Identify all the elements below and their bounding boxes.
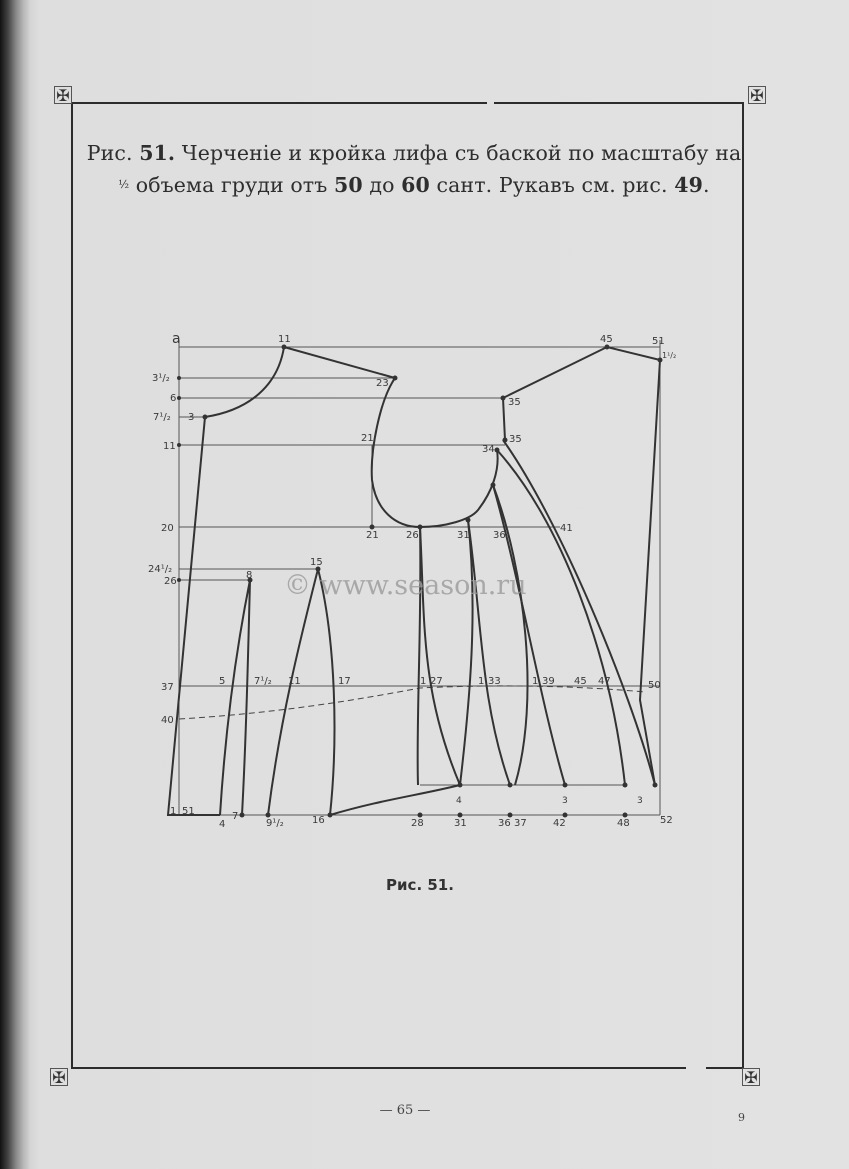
label-27: 27: [430, 676, 443, 687]
size-from: 50: [334, 173, 363, 197]
dimension-3a: 3: [562, 796, 568, 806]
label-11-c: 11: [288, 676, 301, 687]
label-a: a: [172, 331, 181, 347]
fig-number: 51.: [139, 141, 176, 165]
label-6: 6: [170, 393, 177, 404]
label-28: 28: [411, 818, 424, 829]
label-36b: 36: [498, 818, 511, 829]
label-52: 52: [660, 815, 673, 826]
half-fraction: ½: [118, 178, 130, 191]
label-37: 37: [161, 682, 174, 693]
ref-end: .: [702, 173, 710, 197]
label-4: 4: [219, 819, 226, 830]
label-45b: 45: [574, 676, 587, 687]
label-1b: 1: [478, 676, 485, 687]
label-24-half: 24¹/₂: [148, 564, 173, 575]
corner-ornament-top-left: ✠: [54, 86, 72, 104]
label-36: 36: [493, 530, 506, 541]
label-26b: 26: [164, 576, 177, 587]
label-7: 7: [232, 811, 239, 822]
label-17: 17: [338, 676, 351, 687]
label-8: 8: [246, 570, 253, 581]
waist-dash-line: [179, 686, 645, 719]
label-33: 33: [488, 676, 501, 687]
label-1a: 1: [420, 676, 427, 687]
corner-ornament-bottom-right: ✠: [742, 1068, 760, 1086]
label-48: 48: [617, 818, 630, 829]
label-42: 42: [553, 818, 566, 829]
label-9-half: 9¹/₂: [266, 818, 284, 829]
title-part2: объема груди отъ: [135, 173, 328, 197]
ref-figure: 49: [674, 173, 703, 197]
size-to: 60: [401, 173, 430, 197]
label-47: 47: [598, 676, 611, 687]
page-number: — 65 —: [379, 1103, 431, 1118]
label-7-half: 7¹/₂: [153, 412, 171, 423]
label-5: 5: [219, 676, 226, 687]
label-1c: 1: [532, 676, 539, 687]
label-35b: 35: [509, 434, 522, 445]
label-21b: 21: [366, 530, 379, 541]
label-40: 40: [161, 715, 174, 726]
label-16: 16: [312, 815, 325, 826]
label-51-top: 51: [652, 336, 665, 347]
figure-caption: Рис. 51.: [386, 876, 454, 894]
label-45: 45: [600, 334, 613, 345]
label-39: 39: [542, 676, 555, 687]
to-word: до: [369, 173, 395, 197]
watermark: © www.season.ru: [284, 570, 527, 601]
label-26: 26: [406, 530, 419, 541]
label-31: 31: [457, 530, 470, 541]
label-21: 21: [361, 433, 374, 444]
label-7-half-b: 7¹/₂: [254, 676, 272, 687]
label-1-half: 1¹/₂: [662, 351, 677, 360]
dimension-4: 4: [456, 796, 462, 806]
label-35a: 35: [508, 397, 521, 408]
label-41: 41: [560, 523, 573, 534]
label-11-top: 11: [278, 334, 291, 345]
label-11-left: 11: [163, 441, 176, 452]
label-51b: 51: [182, 806, 195, 817]
label-23: 23: [376, 378, 389, 389]
label-3: 3: [188, 412, 195, 423]
label-50: 50: [648, 680, 661, 691]
label-20: 20: [161, 523, 174, 534]
label-31b: 31: [454, 818, 467, 829]
fig-prefix: Рис.: [86, 141, 133, 165]
label-37b: 37: [514, 818, 527, 829]
label-3-half: 3¹/₂: [152, 373, 170, 384]
corner-ornament-top-right: ✠: [748, 86, 766, 104]
label-15: 15: [310, 557, 323, 568]
signature-mark: 9: [738, 1111, 745, 1124]
label-1-51: 1: [170, 806, 177, 817]
title-part1: Черченіе и кройка лифа съ баской по масштабу на: [181, 141, 742, 165]
title-part3: сант. Рукавъ см. рис.: [436, 173, 668, 197]
dimension-3b: 3: [637, 796, 643, 806]
label-34: 34: [482, 444, 495, 455]
corner-ornament-bottom-left: ✠: [50, 1068, 68, 1086]
